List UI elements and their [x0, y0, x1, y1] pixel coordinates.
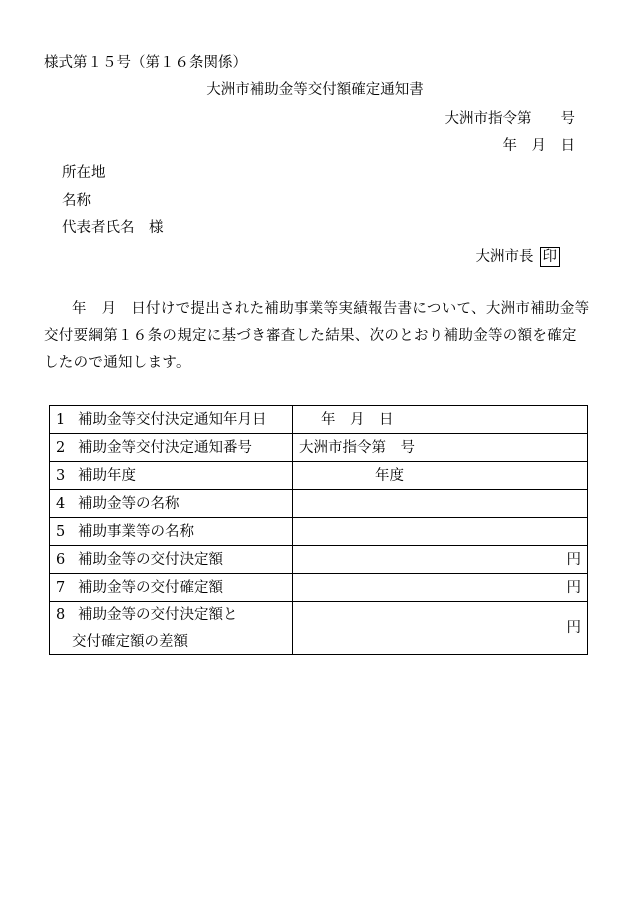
row-value: 円: [293, 546, 588, 574]
addressee-representative: 代表者氏名 様: [62, 220, 164, 236]
row-label-text: 補助金等交付決定通知年月日: [78, 411, 267, 428]
row-label: [50, 602, 293, 655]
table-row: [50, 490, 588, 518]
row-number: 6: [56, 551, 66, 568]
form-number: 様式第１５号（第１６条関係）: [44, 55, 247, 71]
row-number: 5: [56, 523, 66, 540]
row-label: [50, 462, 293, 490]
detail-table: [49, 405, 588, 655]
row-label: [50, 490, 293, 518]
table-row: [50, 518, 588, 546]
row-label: [50, 518, 293, 546]
sender-block: [476, 247, 561, 267]
table-row: [50, 546, 588, 574]
row-label-text: 補助金等の名称: [78, 495, 180, 512]
issue-date: 年 月 日: [502, 138, 575, 154]
row-label-text: 補助年度: [78, 467, 136, 484]
row-label: [50, 434, 293, 462]
addressee-location: 所在地: [62, 165, 106, 181]
row-number: 4: [56, 495, 66, 512]
table-row: [50, 406, 588, 434]
row-number: 7: [56, 579, 66, 596]
row-value-text: 年 月 日: [321, 411, 394, 428]
issue-number: 大洲市指令第 号: [444, 111, 575, 127]
table-row: [50, 434, 588, 462]
body-paragraph: 年 月 日付けで提出された補助事業等実績報告書について、大洲市補助金等交付要綱第１６条の規定に基づき審査した結果、次のとおり補助金等の額を確定したので通知します。: [44, 301, 590, 371]
table-row: [50, 574, 588, 602]
table-row: [50, 462, 588, 490]
row-number: 2: [56, 439, 66, 456]
row-label: [50, 546, 293, 574]
sender-name: 大洲市長: [475, 249, 534, 265]
row-number: 3: [56, 467, 66, 484]
row-label-text-line2: 交付確定額の差額: [72, 633, 188, 650]
row-value: 円: [293, 574, 588, 602]
row-label-text: 補助金等交付決定通知番号: [78, 439, 252, 456]
row-value: 大洲市指令第 号: [293, 434, 588, 462]
row-label-text: 補助金等の交付決定額と: [78, 606, 238, 623]
row-value-text: 年度: [375, 467, 404, 484]
row-number: 1: [56, 411, 66, 428]
row-label-text: 補助金等の交付確定額: [78, 579, 223, 596]
row-value: [293, 490, 588, 518]
row-label-text: 補助金等の交付決定額: [78, 551, 223, 568]
seal-stamp: 印: [540, 247, 561, 267]
row-label-text: 補助事業等の名称: [78, 523, 194, 540]
addressee-name: 名称: [62, 193, 91, 209]
row-number: 8: [56, 606, 66, 623]
row-value: [293, 518, 588, 546]
row-value: 円: [293, 602, 588, 655]
row-label: [50, 574, 293, 602]
document-title: 大洲市補助金等交付額確定通知書: [206, 82, 424, 98]
row-value: [293, 462, 588, 490]
table-row: [50, 602, 588, 655]
row-value: [293, 406, 588, 434]
row-label: [50, 406, 293, 434]
